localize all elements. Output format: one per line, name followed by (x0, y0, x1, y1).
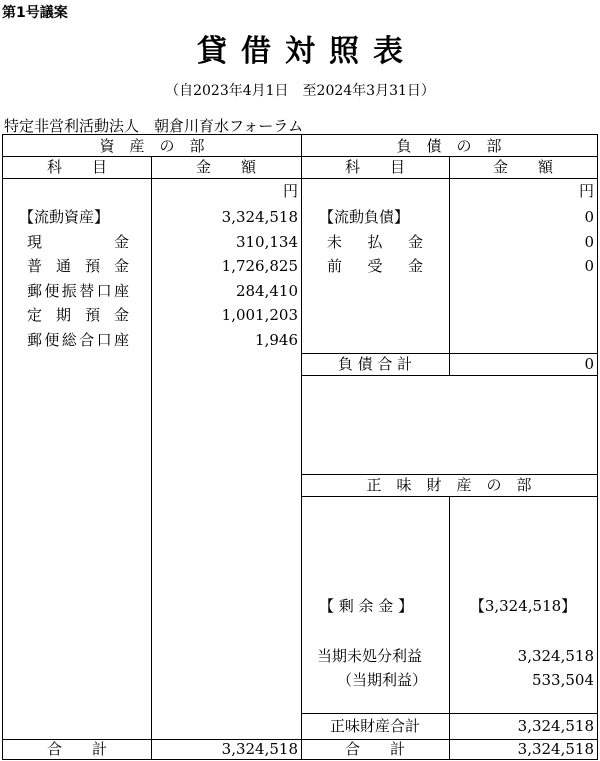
liability-row-value: 0 (584, 233, 594, 251)
net-assets-total-value: 3,324,518 (517, 717, 594, 735)
asset-row-value: 284,410 (235, 282, 298, 300)
current-liabilities-label: 【流動負債】 (319, 208, 410, 226)
liabilities-item-header: 科 目 (344, 158, 405, 176)
asset-row-label: 現 金 (27, 233, 129, 251)
assets-grand-total-label: 合 計 (46, 740, 107, 758)
center-divider (301, 135, 302, 759)
current-profit-value: 533,504 (531, 671, 594, 689)
assets-item-header: 科 目 (46, 158, 107, 176)
asset-row-value: 1,726,825 (221, 257, 298, 275)
liabilities-total-value: 0 (584, 355, 594, 373)
bill-number: 第1号議案 (2, 5, 68, 21)
column-header-divider (3, 178, 597, 179)
current-profit-label: （当期利益） (337, 671, 428, 689)
liabilities-total-label: 負 債 合 計 (337, 355, 413, 373)
balance-sheet-table (2, 134, 598, 760)
surplus-value: 【3,324,518】 (469, 597, 577, 615)
organization-name: 特定非営利活動法人 朝倉川育水フォーラム (4, 117, 304, 135)
liability-row-label: 未 払 金 (327, 233, 423, 251)
assets-section-header: 資 産 の 部 (99, 137, 205, 155)
current-assets-label: 【流動資産】 (19, 208, 110, 226)
asset-row-value: 1,946 (255, 331, 298, 349)
current-assets-total: 3,324,518 (221, 208, 298, 226)
liabilities-amount-header: 金 額 (492, 158, 553, 176)
unappropriated-profit-value: 3,324,518 (517, 647, 594, 665)
net-assets-section-header: 正 味 財 産 の 部 (366, 476, 532, 494)
asset-row-value: 310,134 (235, 233, 298, 251)
surplus-label: 【 剰 余 金 】 (319, 597, 414, 615)
liabilities-section-header: 負 債 の 部 (396, 137, 502, 155)
liabilities-net-assets-grand-total-label: 合 計 (344, 740, 405, 758)
net-assets-total-label: 正味財産合計 (329, 717, 420, 735)
unappropriated-profit-label: 当期未処分利益 (317, 647, 423, 665)
liability-row-label: 前 受 金 (327, 257, 423, 275)
fiscal-period: （自2023年4月1日 至2024年3月31日） (165, 83, 435, 99)
current-liabilities-total: 0 (584, 208, 594, 226)
asset-row-label: 郵便振替口座 (27, 282, 129, 300)
document-title: 貸借対照表 (197, 34, 417, 69)
assets-unit-label: 円 (282, 182, 298, 200)
liabilities-total-bottom (301, 375, 597, 376)
asset-row-label: 普 通 預 金 (27, 257, 129, 275)
asset-row-value: 1,001,203 (221, 306, 298, 324)
assets-amount-header: 金 額 (195, 158, 256, 176)
liabilities-net-assets-grand-total-value: 3,324,518 (517, 740, 594, 758)
asset-row-label: 郵便総合口座 (27, 331, 129, 349)
liability-row-value: 0 (584, 257, 594, 275)
assets-grand-total-value: 3,324,518 (221, 740, 298, 758)
asset-row-label: 定 期 預 金 (27, 306, 129, 324)
liabilities-unit-label: 円 (578, 182, 594, 200)
